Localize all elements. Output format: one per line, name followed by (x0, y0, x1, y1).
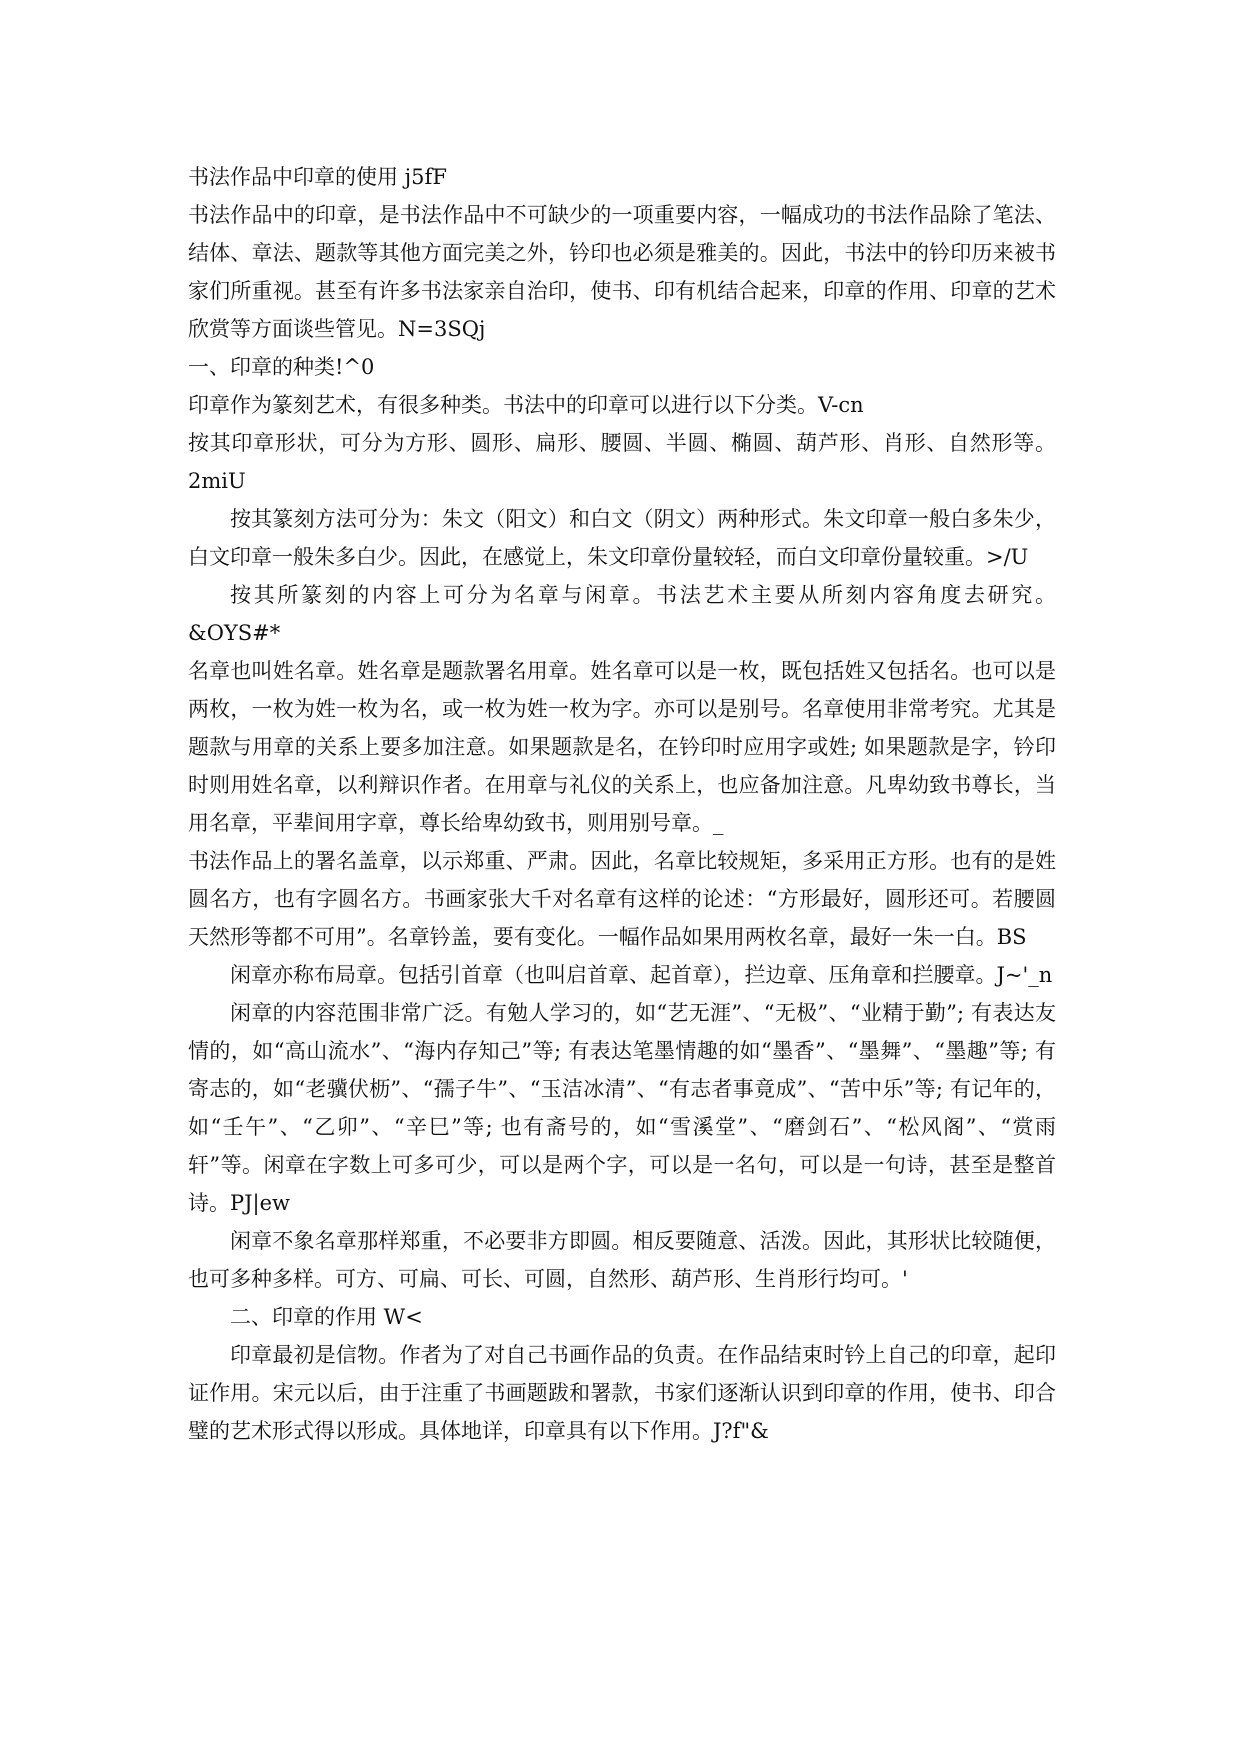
paragraph-idle-seal-content: 闲章的内容范围非常广泛。有勉人学习的，如“艺无涯”、“无极”、“业精于勤”; 有表达友情的，如“高山流水”、“海内存知己”等; 有表达笔墨情趣的如“墨香”、“墨舞”、“墨趣”等; 有寄志的，如“老骥伏枥”、“孺子牛”、“玉洁冰清”、“有志者事竟成”、“苦中乐”等; 有记年的，如“壬午”、“乙卯”、“辛巳”等; 也有斋号的，如“雪溪堂”、“磨剑石”、“松风阁”、“赏雨轩”等。闲章在字数上可多可少，可以是两个字，可以是一名句，可以是一句诗，甚至是整首诗。PJ|ew (188, 1001, 1056, 1215)
section-heading-types: 一、印章的种类!^0 (188, 355, 375, 379)
document-body (188, 158, 1056, 1450)
paragraph-seal-function: 印章最初是信物。作者为了对自己书画作品的负责。在作品结束时钤上自己的印章，起印证作用。宋元以后，由于注重了书画题跋和署款，书家们逐渐认识到印章的作用，使书、印合璧的艺术形式得以形成。具体地详，印章具有以下作用。J?f"& (188, 1343, 1056, 1443)
paragraph-idle-seal-shape: 闲章不象名章那样郑重，不必要非方即圆。相反要随意、活泼。因此，其形状比较随便，也可多种多样。可方、可扁、可长、可圆，自然形、葫芦形、生肖形行均可。' (188, 1229, 1056, 1291)
paragraph-seal-shape: 按其印章形状，可分为方形、圆形、扁形、腰圆、半圆、椭圆、葫芦形、肖形、自然形等。2miU (188, 431, 1056, 493)
paragraph-seal-types: 印章作为篆刻艺术，有很多种类。书法中的印章可以进行以下分类。V-cn (188, 393, 864, 417)
paragraph-signature-seal: 书法作品上的署名盖章，以示郑重、严肃。因此，名章比较规矩，多采用正方形。也有的是姓圆名方，也有字圆名方。书画家张大千对名章有这样的论述：“方形最好，圆形还可。若腰圆天然形等都不可用”。名章钤盖，要有变化。一幅作品如果用两枚名章，最好一朱一白。BS (188, 849, 1056, 949)
document-title: 书法作品中印章的使用 j5fF (188, 165, 447, 189)
paragraph-carving-content: 按其所篆刻的内容上可分为名章与闲章。书法艺术主要从所刻内容角度去研究。&OYS#* (188, 583, 1056, 645)
paragraph-name-seal: 名章也叫姓名章。姓名章是题款署名用章。姓名章可以是一枚，既包括姓又包括名。也可以是两枚，一枚为姓一枚为名，或一枚为姓一枚为字。亦可以是别号。名章使用非常考究。尤其是题款与用章的关系上要多加注意。如果题款是名，在钤印时应用字或姓; 如果题款是字，钤印时则用姓名章，以利辩识作者。在用章与礼仪的关系上，也应备加注意。凡卑幼致书尊长，当用名章，平辈间用字章，尊长给卑幼致书，则用别号章。_ (188, 659, 1056, 835)
paragraph-idle-seal-layout: 闲章亦称布局章。包括引首章（也叫启首章、起首章），拦边章、压角章和拦腰章。J~'_n (230, 963, 1053, 987)
paragraph-carving-method: 按其篆刻方法可分为：朱文（阳文）和白文（阴文）两种形式。朱文印章一般白多朱少，白文印章一般朱多白少。因此，在感觉上，朱文印章份量较轻，而白文印章份量较重。>/U (188, 507, 1056, 569)
paragraph-intro: 书法作品中的印章，是书法作品中不可缺少的一项重要内容，一幅成功的书法作品除了笔法、结体、章法、题款等其他方面完美之外，钤印也必须是雅美的。因此，书法中的钤印历来被书家们所重视。甚至有许多书法家亲自治印，使书、印有机结合起来，印章的作用、印章的艺术欣赏等方面谈些管见。N=3SQj (188, 203, 1056, 341)
section-heading-function: 二、印章的作用 W< (230, 1305, 423, 1329)
